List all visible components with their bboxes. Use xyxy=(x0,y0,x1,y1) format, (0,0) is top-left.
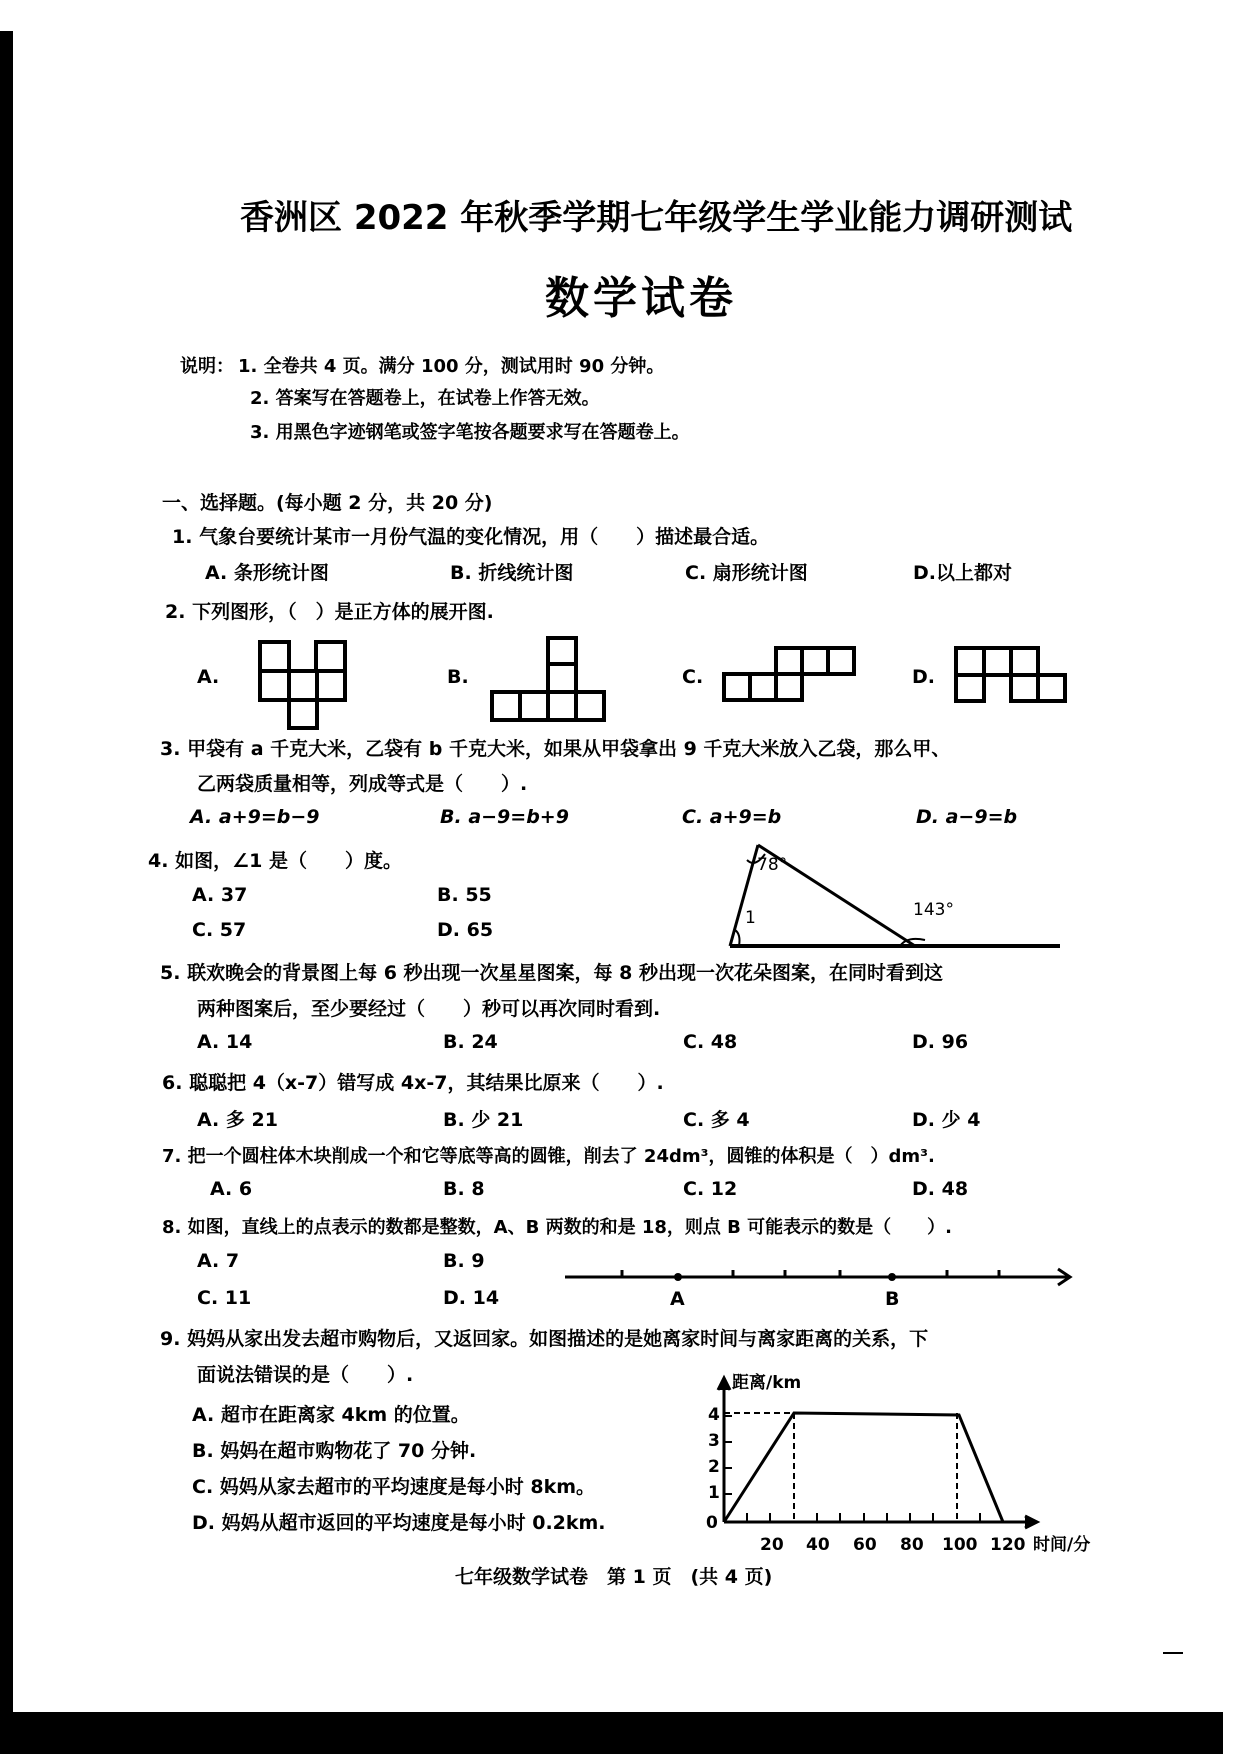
question-text: 如图，直线上的点表示的数都是整数，A、B 两数的和是 18，则点 B 可能表示的数是（ ）. xyxy=(187,1217,952,1238)
x-tick-100: 100 xyxy=(942,1535,978,1555)
distance-time-chart xyxy=(700,1370,1120,1560)
cube-net-d-figure xyxy=(954,646,1074,706)
question-text: 甲袋有 a 千克大米，乙袋有 b 千克大米，如果从甲袋拿出 9 千克大米放入乙袋，那么甲、 xyxy=(187,738,951,760)
y-tick-1: 1 xyxy=(708,1483,720,1503)
q3-option-b: B. a−9=b+9 xyxy=(440,806,569,828)
cube-net-b-figure xyxy=(490,636,610,722)
q5-option-b: B. 24 xyxy=(443,1031,498,1053)
q5-option-c: C. 48 xyxy=(683,1031,738,1053)
q8-option-c: C. 11 xyxy=(197,1287,252,1309)
x-tick-120: 120 xyxy=(990,1535,1026,1555)
q2-option-d: D. xyxy=(912,666,935,688)
instruction-2: 2. 答案写在答题卷上，在试卷上作答无效。 xyxy=(250,388,600,409)
angle-78-label: 78° xyxy=(757,855,788,875)
q5-option-d: D. 96 xyxy=(912,1031,969,1053)
q2-option-a: A. xyxy=(197,666,220,688)
q4-option-d: D. 65 xyxy=(437,919,494,941)
q8-option-d: D. 14 xyxy=(443,1287,500,1309)
instructions-label: 说明： xyxy=(180,356,234,377)
question-9 xyxy=(160,1324,928,1351)
q4-option-c: C. 57 xyxy=(192,919,247,941)
question-number: 1. xyxy=(172,526,193,548)
question-text: 联欢晚会的背景图上每 6 秒出现一次星星图案，每 8 秒出现一次花朵图案，在同时看到这 xyxy=(187,962,943,984)
cube-net-c-figure xyxy=(722,646,862,706)
question-text: 如图，∠1 是（ ）度。 xyxy=(175,850,402,872)
page-footer: 七年级数学试卷 第 1 页 (共 4 页) xyxy=(455,1566,773,1588)
scan-border-bottom xyxy=(0,1712,1223,1754)
angle-143-label: 143° xyxy=(913,900,954,920)
scan-border-left xyxy=(0,31,13,1754)
question-3-line2: 乙两袋质量相等，列成等式是（ ）. xyxy=(197,773,528,795)
x-tick-40: 40 xyxy=(806,1535,830,1555)
q9-option-c: C. 妈妈从家去超市的平均速度是每小时 8km。 xyxy=(192,1476,596,1498)
question-number: 9. xyxy=(160,1328,181,1350)
question-text: 聪聪把 4（x-7）错写成 4x-7，其结果比原来（ ）. xyxy=(189,1072,664,1094)
x-tick-20: 20 xyxy=(760,1535,784,1555)
q7-option-c: C. 12 xyxy=(683,1178,738,1200)
question-number: 3. xyxy=(160,738,181,760)
question-number: 2. xyxy=(165,601,186,623)
y-tick-2: 2 xyxy=(708,1457,720,1477)
x-tick-60: 60 xyxy=(853,1535,877,1555)
question-text: 下列图形，（ ）是正方体的展开图. xyxy=(192,601,494,623)
q9-option-b: B. 妈妈在超市购物花了 70 分钟. xyxy=(192,1440,477,1462)
question-5-line2: 两种图案后，至少要经过（ ）秒可以再次同时看到. xyxy=(197,998,661,1020)
q4-option-a: A. 37 xyxy=(192,884,248,906)
q6-option-a: A. 多 21 xyxy=(197,1109,278,1131)
scan-mark xyxy=(1163,1652,1183,1654)
y-axis-label: 距离/km xyxy=(732,1373,802,1393)
q3-option-a: A. a+9=b−9 xyxy=(190,806,320,828)
q9-option-a: A. 超市在距离家 4km 的位置。 xyxy=(192,1404,470,1426)
q2-option-b: B. xyxy=(447,666,469,688)
q1-option-c: C. 扇形统计图 xyxy=(685,562,808,584)
question-7 xyxy=(162,1142,935,1168)
question-9-line2: 面说法错误的是（ ）. xyxy=(197,1364,414,1386)
question-3 xyxy=(160,734,950,761)
question-6 xyxy=(162,1068,664,1095)
number-line-figure xyxy=(560,1262,1080,1292)
q7-option-a: A. 6 xyxy=(210,1178,253,1200)
x-axis-label: 时间/分 xyxy=(1033,1535,1091,1555)
question-4 xyxy=(148,846,402,873)
q6-option-b: B. 少 21 xyxy=(443,1109,524,1131)
section-heading: 一、选择题。(每小题 2 分，共 20 分) xyxy=(162,492,493,514)
q6-option-d: D. 少 4 xyxy=(912,1109,981,1131)
q7-option-d: D. 48 xyxy=(912,1178,969,1200)
q5-option-a: A. 14 xyxy=(197,1031,253,1053)
angle-1-label: 1 xyxy=(745,908,756,928)
q9-option-d: D. 妈妈从超市返回的平均速度是每小时 0.2km. xyxy=(192,1512,606,1534)
number-line-point-b: B xyxy=(885,1288,900,1310)
question-number: 4. xyxy=(148,850,169,872)
question-number: 6. xyxy=(162,1072,183,1094)
x-tick-80: 80 xyxy=(900,1535,924,1555)
question-number: 5. xyxy=(160,962,181,984)
cube-net-a-figure xyxy=(258,640,348,730)
instruction-1: 1. 全卷共 4 页。满分 100 分，测试用时 90 分钟。 xyxy=(238,356,665,377)
exam-subtitle: 数学试卷 xyxy=(545,273,737,324)
question-number: 7. xyxy=(162,1146,182,1167)
question-text: 气象台要统计某市一月份气温的变化情况，用（ ）描述最合适。 xyxy=(199,526,770,548)
question-5 xyxy=(160,958,943,985)
q1-option-b: B. 折线统计图 xyxy=(450,562,574,584)
question-8 xyxy=(162,1213,952,1239)
q8-option-b: B. 9 xyxy=(443,1250,485,1272)
q1-option-a: A. 条形统计图 xyxy=(205,562,329,584)
q7-option-b: B. 8 xyxy=(443,1178,485,1200)
q6-option-c: C. 多 4 xyxy=(683,1109,750,1131)
question-2 xyxy=(165,597,494,624)
question-text: 妈妈从家出发去超市购物后，又返回家。如图描述的是她离家时间与离家距离的关系，下 xyxy=(187,1328,929,1350)
question-number: 8. xyxy=(162,1217,182,1238)
q4-option-b: B. 55 xyxy=(437,884,492,906)
exam-title: 香洲区 2022 年秋季学期七年级学生学业能力调研测试 xyxy=(240,198,1073,238)
instruction-3: 3. 用黑色字迹钢笔或签字笔按各题要求写在答题卷上。 xyxy=(250,422,690,443)
question-text: 把一个圆柱体木块削成一个和它等底等高的圆锥，削去了 24dm³，圆锥的体积是（ ）dm³. xyxy=(187,1146,935,1167)
question-1 xyxy=(172,522,769,549)
q1-option-d: D.以上都对 xyxy=(913,562,1012,584)
q3-option-d: D. a−9=b xyxy=(916,806,1018,828)
y-tick-4: 4 xyxy=(708,1405,720,1425)
q3-option-c: C. a+9=b xyxy=(682,806,782,828)
number-line-point-a: A xyxy=(670,1288,685,1310)
q8-option-a: A. 7 xyxy=(197,1250,240,1272)
q2-option-c: C. xyxy=(682,666,704,688)
y-tick-3: 3 xyxy=(708,1431,720,1451)
y-tick-0: 0 xyxy=(706,1513,718,1533)
